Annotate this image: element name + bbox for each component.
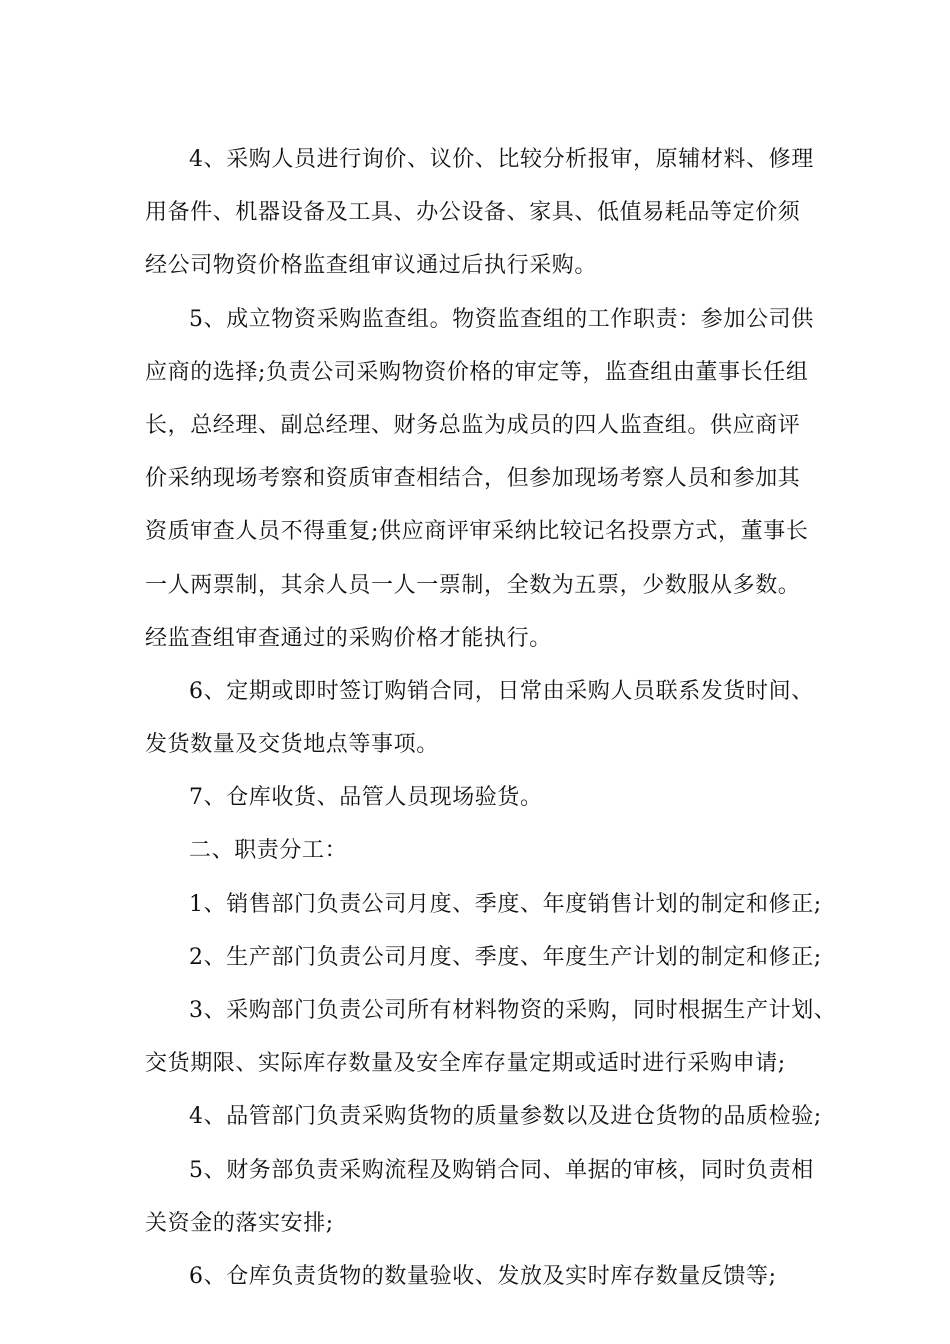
section-heading-duties: 二、职责分工：: [189, 838, 348, 864]
body-text: [145, 133, 835, 1303]
paragraph-5-line-2: 应商的选择;负责公司采购物资价格的审定等，监查组由董事长任组: [145, 359, 809, 385]
duty-5-line-1: 5、财务部负责采购流程及购销合同、单据的审核，同时负责相: [189, 1157, 814, 1183]
duty-6: 6、仓库负责货物的数量验收、发放及实时库存数量反馈等;: [189, 1263, 777, 1289]
paragraph-5-line-5: 资质审查人员不得重复;供应商评审采纳比较记名投票方式，董事长: [145, 519, 809, 545]
duty-5-line-2: 关资金的落实安排;: [145, 1210, 334, 1236]
paragraph-6-line-2: 发货数量及交货地点等事项。: [145, 732, 439, 758]
paragraph-5-line-6: 一人两票制，其余人员一人一票制，全数为五票，少数服从多数。: [145, 572, 801, 598]
paragraph-7: 7、仓库收货、品管人员现场验货。: [189, 785, 543, 811]
duty-3-line-1: 3、采购部门负责公司所有材料物资的采购，同时根据生产计划、: [189, 998, 837, 1023]
paragraph-5-line-4: 价采纳现场考察和资质审查相结合，但参加现场考察人员和参加其: [145, 466, 801, 492]
duty-1: 1、销售部门负责公司月度、季度、年度销售计划的制定和修正;: [189, 891, 822, 917]
duty-4: 4、品管部门负责采购货物的质量参数以及进仓货物的品质检验;: [189, 1104, 822, 1130]
paragraph-5-line-3: 长，总经理、副总经理、财务总监为成员的四人监查组。供应商评: [145, 412, 801, 438]
duty-3-line-2: 交货期限、实际库存数量及安全库存量定期或适时进行采购申请;: [145, 1051, 786, 1077]
duty-2: 2、生产部门负责公司月度、季度、年度生产计划的制定和修正;: [189, 944, 822, 970]
paragraph-5-line-1: 5、成立物资采购监查组。物资监查组的工作职责：参加公司供: [189, 306, 814, 332]
paragraph-6-line-1: 6、定期或即时签订购销合同，日常由采购人员联系发货时间、: [189, 678, 814, 704]
paragraph-5-line-7: 经监查组审查通过的采购价格才能执行。: [145, 625, 552, 651]
paragraph-4-line-3: 经公司物资价格监查组审议通过后执行采购。: [145, 253, 598, 279]
paragraph-4-line-2: 用备件、机器设备及工具、办公设备、家具、低值易耗品等定价须: [145, 200, 801, 226]
paragraph-4-line-1: 4、采购人员进行询价、议价、比较分析报审，原辅材料、修理: [189, 147, 814, 172]
